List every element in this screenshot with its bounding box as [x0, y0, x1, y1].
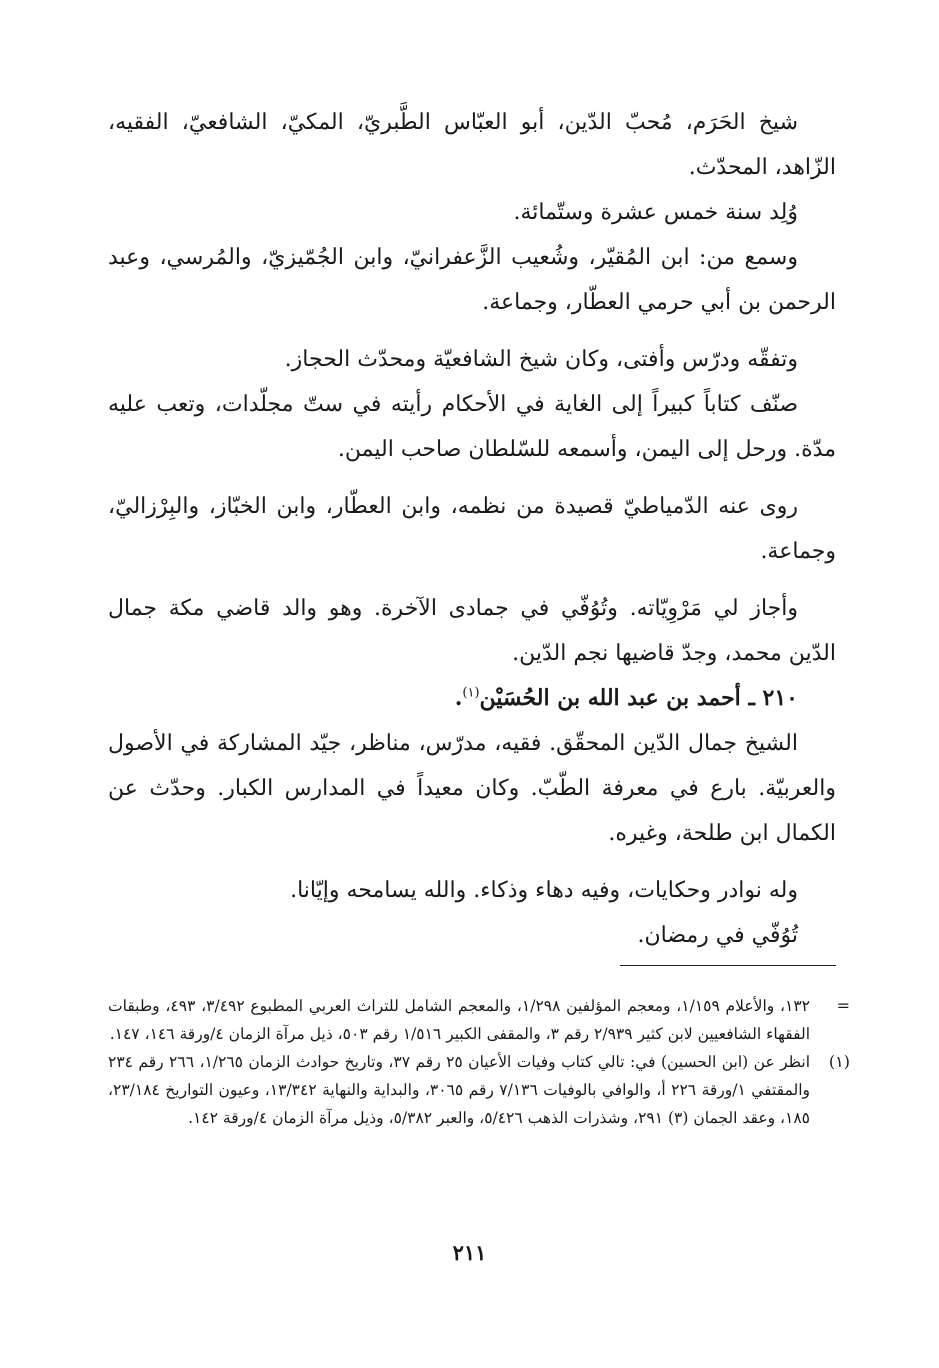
footnote-mark: (١) — [828, 1052, 850, 1071]
entry-heading — [108, 676, 836, 721]
footnote-separator — [620, 965, 836, 966]
paragraph: روى عنه الدّمياطيّ قصيدة من نظمه، وابن العطّار، وابن الخبّاز، والبِرْزاليّ، وجماعة. — [108, 494, 836, 564]
footnote-text: انظر عن (ابن الحسين) في: تالي كتاب وفيات الأعيان ٢٥ رقم ٣٧، وتاريخ حوادث الزمان ١/٢٦٥، ٢٦٦ رقم ٢٣٤ والمقتفي ١/ورقة ٢٢٦ أ، والوافي بالوفيات ٧/١٣٦ رقم ٣٠٦٥، والبداية والنهاية ١٣/٣٤٢، وعيون التواريخ ٢٣/١٨٤، ١٨٥، وعقد الجمان (٣) ٢٩١، وشذرات الذهب ٥/٤٢٦، والعبر ٥/٣٨٢، وذيل مرآة الزمان ٤/ورقة ١٤٢. — [108, 1053, 810, 1127]
paragraph: الشيخ جمال الدّين المحقّق. فقيه، مدرّس، مناظر، جيّد المشاركة في الأصول والعربيّة. بارع في معرفة الطّبّ. وكان معيداً في المدارس الكبار. وحدّث عن الكمال ابن طلحة، وغيره. — [108, 731, 836, 846]
footnotes — [108, 992, 850, 1132]
paragraph: وتفقّه ودرّس وأفتى، وكان شيخ الشافعيّة ومحدّث الحجاز. — [284, 347, 798, 372]
footnote-reference: (١) — [462, 685, 480, 701]
paragraph: شيخ الحَرَم، مُحبّ الدّين، أبو العبّاس الطَّبريّ، المكيّ، الشافعيّ، الفقيه، الزّاهد، المحدّث. — [108, 110, 836, 180]
paragraph: وله نوادر وحكايات، وفيه دهاء وذكاء. والله يسامحه وإيّانا. — [290, 878, 798, 903]
entry-heading-title: ٢١٠ ـ أحمد بن عبد الله بن الحُسَيْن — [479, 685, 798, 711]
paragraph: وأجاز لي مَرْوِيّاته. وتُوُفّي في جمادى الآخرة. وهو والد قاضي مكة جمال الدّين محمد، وجدّ قاضيها نجم الدّين. — [108, 596, 836, 666]
footnote-text: ١٣٢، والأعلام ١/١٥٩، ومعجم المؤلفين ١/٢٩٨، والمعجم الشامل للتراث العربي المطبوع ٣/٤٩٢، ٤٩٣، وطبقات الفقهاء الشافعيين لابن كثير ٢/٩٣٩ رقم ٣، والمقفى الكبير ١/٥١٦ رقم ٥٠٣، ذيل مرآة الزمان ٤/ورقة ١٤٦، ١٤٧. — [108, 997, 810, 1043]
footnote — [108, 1048, 850, 1132]
entry-heading-end: . — [454, 685, 463, 711]
paragraph: تُوُفّي في رمضان. — [637, 923, 798, 948]
paragraph: وسمع من: ابن المُقيّر، وشُعيب الزَّعفرانيّ، وابن الجُمّيزيّ، والمُرسي، وعبد الرحمن بن أبي حرمي العطّار، وجماعة. — [108, 245, 836, 315]
main-text — [108, 100, 836, 958]
footnote — [108, 992, 850, 1048]
paragraph: وُلِد سنة خمس عشرة وستّمائة. — [513, 200, 798, 225]
page-number: ٢١١ — [452, 1240, 487, 1265]
paragraph: صنّف كتاباً كبيراً إلى الغاية في الأحكام رأيته في ستّ مجلّدات، وتعب عليه مدّة. ورحل إلى اليمن، وأسمعه للسّلطان صاحب اليمن. — [108, 392, 836, 462]
footnote-mark: = — [836, 996, 850, 1015]
